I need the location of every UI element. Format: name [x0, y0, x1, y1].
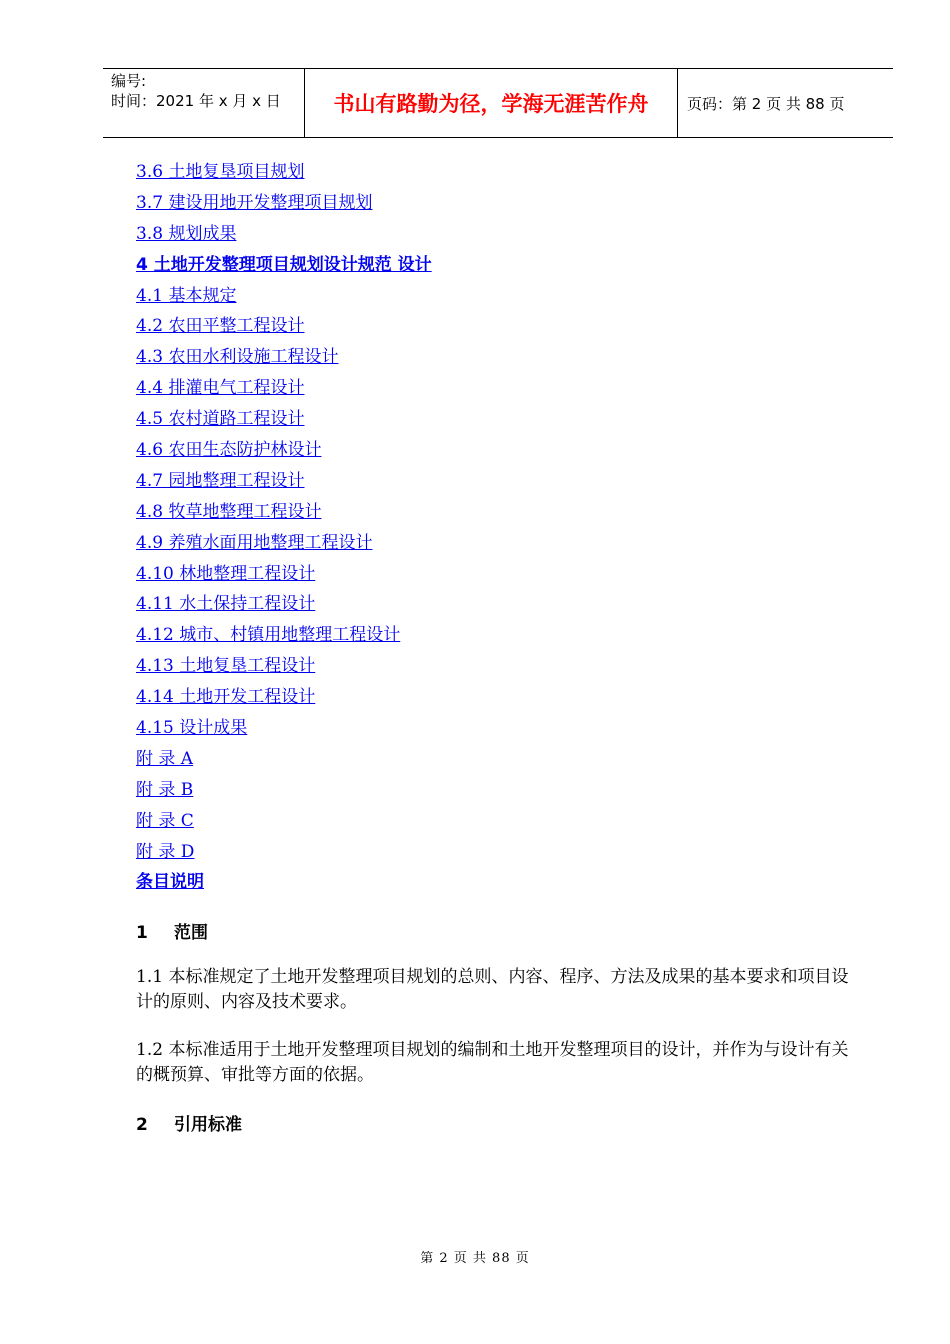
- toc-item: [136, 682, 432, 713]
- toc-link[interactable]: 4.4 排灌电气工程设计: [136, 378, 305, 399]
- toc-link[interactable]: 4.6 农田生态防护林设计: [136, 440, 322, 461]
- toc-item: [136, 342, 432, 373]
- toc-item: [136, 559, 432, 590]
- toc-link[interactable]: 4.14 土地开发工程设计: [136, 687, 316, 708]
- toc-item: [136, 651, 432, 682]
- section-heading-scope: [136, 918, 208, 943]
- toc-link[interactable]: 4.2 农田平整工程设计: [136, 316, 305, 337]
- toc-link[interactable]: 4.8 牧草地整理工程设计: [136, 501, 322, 522]
- toc-link[interactable]: 4.5 农村道路工程设计: [136, 409, 305, 430]
- toc-item: [136, 466, 432, 497]
- toc-item: [136, 404, 432, 435]
- toc-item: [136, 281, 432, 312]
- section-number: 2: [136, 1115, 148, 1135]
- table-of-contents: [136, 157, 432, 898]
- toc-link[interactable]: 4.13 土地复垦工程设计: [136, 656, 316, 677]
- toc-link[interactable]: 附 录 D: [136, 841, 195, 862]
- paragraph-1-2: 1.2 本标准适用于土地开发整理项目规划的编制和土地开发整理项目的设计，并作为与设计有关的概预算、审批等方面的依据。: [136, 1040, 849, 1085]
- toc-item: [136, 373, 432, 404]
- toc-item: [136, 620, 432, 651]
- toc-link[interactable]: 条目说明: [136, 872, 204, 893]
- toc-item: [136, 219, 432, 250]
- toc-item: [136, 775, 432, 806]
- toc-item: [136, 311, 432, 342]
- toc-item: [136, 744, 432, 775]
- toc-link[interactable]: 附 录 C: [136, 810, 194, 831]
- section-number: 1: [136, 923, 148, 943]
- toc-link[interactable]: 4.1 基本规定: [136, 285, 237, 306]
- toc-item: [136, 188, 432, 219]
- toc-item: [136, 528, 432, 559]
- toc-item: [136, 867, 432, 898]
- toc-item: [136, 837, 432, 868]
- section-title: 引用标准: [174, 1115, 242, 1135]
- toc-item: [136, 497, 432, 528]
- toc-link[interactable]: 4.11 水土保持工程设计: [136, 594, 316, 615]
- toc-item: [136, 250, 432, 281]
- toc-link[interactable]: 3.6 土地复垦项目规划: [136, 162, 305, 182]
- code-label: 编号:: [111, 72, 147, 90]
- page-header: [103, 68, 893, 138]
- toc-item: [136, 713, 432, 744]
- header-motto: 书山有路勤为径，学海无涯苦作舟: [304, 69, 678, 137]
- toc-item: [136, 435, 432, 466]
- paragraph-1-1: 1.1 本标准规定了土地开发整理项目规划的总则、内容、程序、方法及成果的基本要求和项目设计的原则、内容及技术要求。: [136, 967, 849, 1012]
- toc-link[interactable]: 附 录 B: [136, 779, 194, 800]
- section-title: 范围: [174, 923, 208, 943]
- toc-link[interactable]: 4.9 养殖水面用地整理工程设计: [136, 532, 373, 553]
- header-page-number: 页码：第 2 页 共 88 页: [687, 94, 845, 113]
- toc-link[interactable]: 3.8 规划成果: [136, 223, 237, 244]
- date-text: 时间：2021 年 x 月 x 日: [111, 92, 281, 110]
- section-heading-references: [136, 1110, 242, 1135]
- toc-link[interactable]: 3.7 建设用地开发整理项目规划: [136, 192, 373, 213]
- toc-link[interactable]: 4.10 林地整理工程设计: [136, 563, 316, 584]
- toc-link[interactable]: 附 录 A: [136, 748, 194, 769]
- page-footer: 第 2 页 共 88 页: [420, 1251, 530, 1266]
- toc-item: [136, 589, 432, 620]
- toc-link[interactable]: 4.3 农田水利设施工程设计: [136, 347, 339, 368]
- toc-item: [136, 806, 432, 837]
- toc-link[interactable]: 4.12 城市、村镇用地整理工程设计: [136, 625, 401, 646]
- toc-link[interactable]: 4.15 设计成果: [136, 718, 248, 739]
- toc-link[interactable]: 4 土地开发整理项目规划设计规范 设计: [136, 254, 432, 275]
- toc-item: [136, 157, 432, 188]
- toc-link[interactable]: 4.7 园地整理工程设计: [136, 470, 305, 491]
- header-meta: [103, 69, 304, 137]
